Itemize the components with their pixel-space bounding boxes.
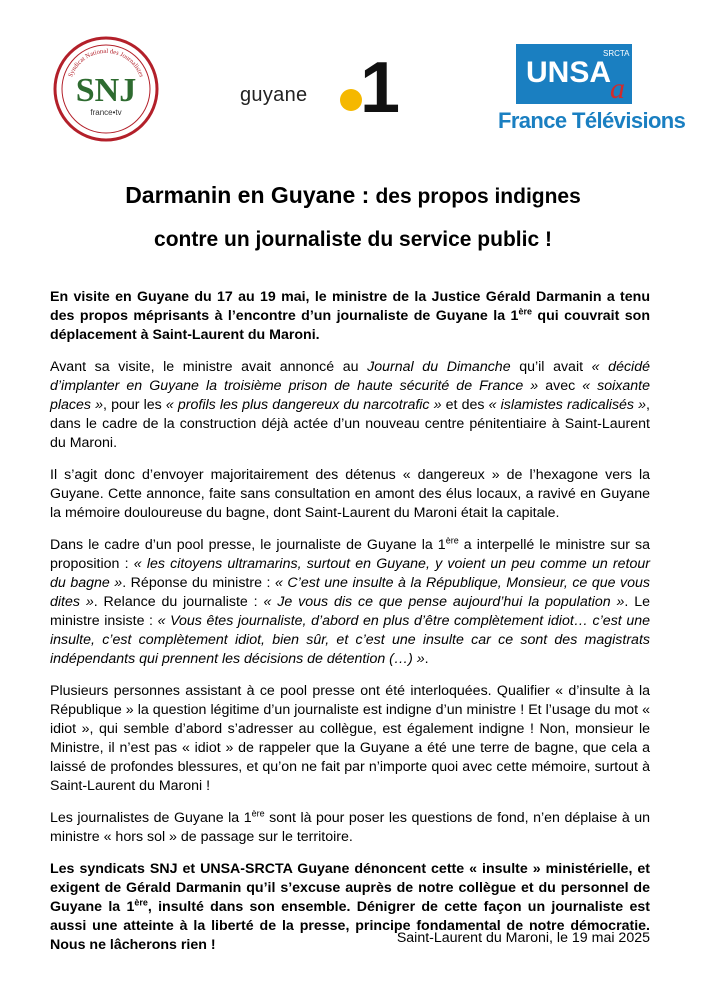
guyane1-number: 1 — [360, 48, 401, 128]
guyane1-word: guyane — [240, 84, 308, 106]
snj-sub: france•tv — [90, 108, 122, 117]
title-part2: des propos indignes — [375, 185, 581, 208]
guyane1-logo — [240, 48, 440, 130]
unsa-logo — [498, 40, 686, 140]
snj-text: SNJ — [75, 72, 137, 109]
unsa-brand: France Télévisions — [498, 108, 686, 133]
paragraph-2: Avant sa visite, le ministre avait annoncé au Journal du Dimanche qu’il avait « décidé d’implanter en Guyane la troisième prison de haute sécurité de France » avec « soixante places », pour les « profils les plus dangereux du narcotrafic » et des « islamistes radicalisés », dans le cadre de la construction déjà actée d’un nouveau centre pénitentiaire à Saint-Laurent du Maroni. — [50, 359, 650, 451]
signature-date: Saint-Laurent du Maroni, le 19 mai 2025 — [396, 930, 650, 946]
snj-ring-text: Syndicat National des Journalistes — [67, 47, 145, 79]
unsa-mark — [498, 40, 658, 106]
unsa-a-mark: a — [610, 72, 625, 105]
paragraph-6: Les journalistes de Guyane la 1ère sont là pour poser les questions de fond, n’en déplaise à un ministre « hors sol » de passage sur le territoire. — [50, 808, 650, 845]
header-logos — [0, 0, 706, 150]
unsa-text: UNSA — [526, 56, 612, 89]
paragraph-5: Plusieurs personnes assistant à ce pool presse ont été interloquées. Qualifier « d’insulte à la République » la question légitime d’un journaliste est indigne d’un ministre ! Et l’usage du mot « idiot », qui semble d’abord s’adresser au collègue, est également indigne ! Non, monsieur le Ministre, il n’est pas « idiot » de rappeler que la Guyane a été une terre de bagne, que cela a laissé de profondes blessures, et qu’on ne fait par n’importe quoi avec cette mémoire, surtout à Saint-Laurent du Maroni ! — [50, 683, 650, 794]
page-title-line2: contre un journaliste du service public ! — [154, 228, 552, 251]
snj-logo — [52, 35, 160, 143]
article-body — [50, 288, 650, 968]
paragraph-3: Il s’agit donc d’envoyer majoritairement des détenus « dangereux » de l’hexagone vers la Guyane. Cette annonce, faite sans consultation en amont des élus locaux, a ravivé en Guyane la mémoire douloureuse du bagne, dont Saint-Laurent du Maroni était la capitale. — [50, 467, 650, 521]
intro-paragraph: En visite en Guyane du 17 au 19 mai, le ministre de la Justice Gérald Darmanin a tenu des propos méprisants à l’encontre d’un journaliste de Guyane la 1ère qui couvrait son déplacement à Saint-Laurent du Maroni. — [50, 289, 650, 343]
guyane1-dot-icon — [340, 89, 362, 111]
paragraph-7: Les syndicats SNJ et UNSA-SRCTA Guyane dénoncent cette « insulte » ministérielle, et exigent de Gérald Darmanin qu’il s’excuse auprès de notre collègue et du personnel de Guyane la 1ère, insulté dans son ensemble. Dénigrer de cette façon un journaliste est aussi une atteinte à la liberté de la presse, principe fondamental de notre démocratie. Nous ne lâcherons rien ! — [50, 861, 650, 953]
title-part1: Darmanin en Guyane : — [125, 182, 370, 208]
paragraph-4: Dans le cadre d’un pool presse, le journaliste de Guyane la 1ère a interpellé le ministre sur sa proposition : « les citoyens ultramarins, surtout en Guyane, y voient un peu comme un retour du bagne ». Réponse du ministre : « C’est une insulte à la République, Monsieur, ce que vous dites ». Relance du journaliste : « Je vous dis ce que pense aujourd’hui la population ». Le ministre insiste : « Vous êtes journaliste, d’abord en plus d’être complètement idiot… c’est une insulte, c’est complètement idiot, bien sûr, et c’est une insulte car ce sont des magistrats indépendants qui prennent les décisions de détention (…) ». — [50, 535, 651, 667]
unsa-sub: SRCTA — [603, 49, 630, 58]
page-title-line1 — [0, 182, 706, 209]
